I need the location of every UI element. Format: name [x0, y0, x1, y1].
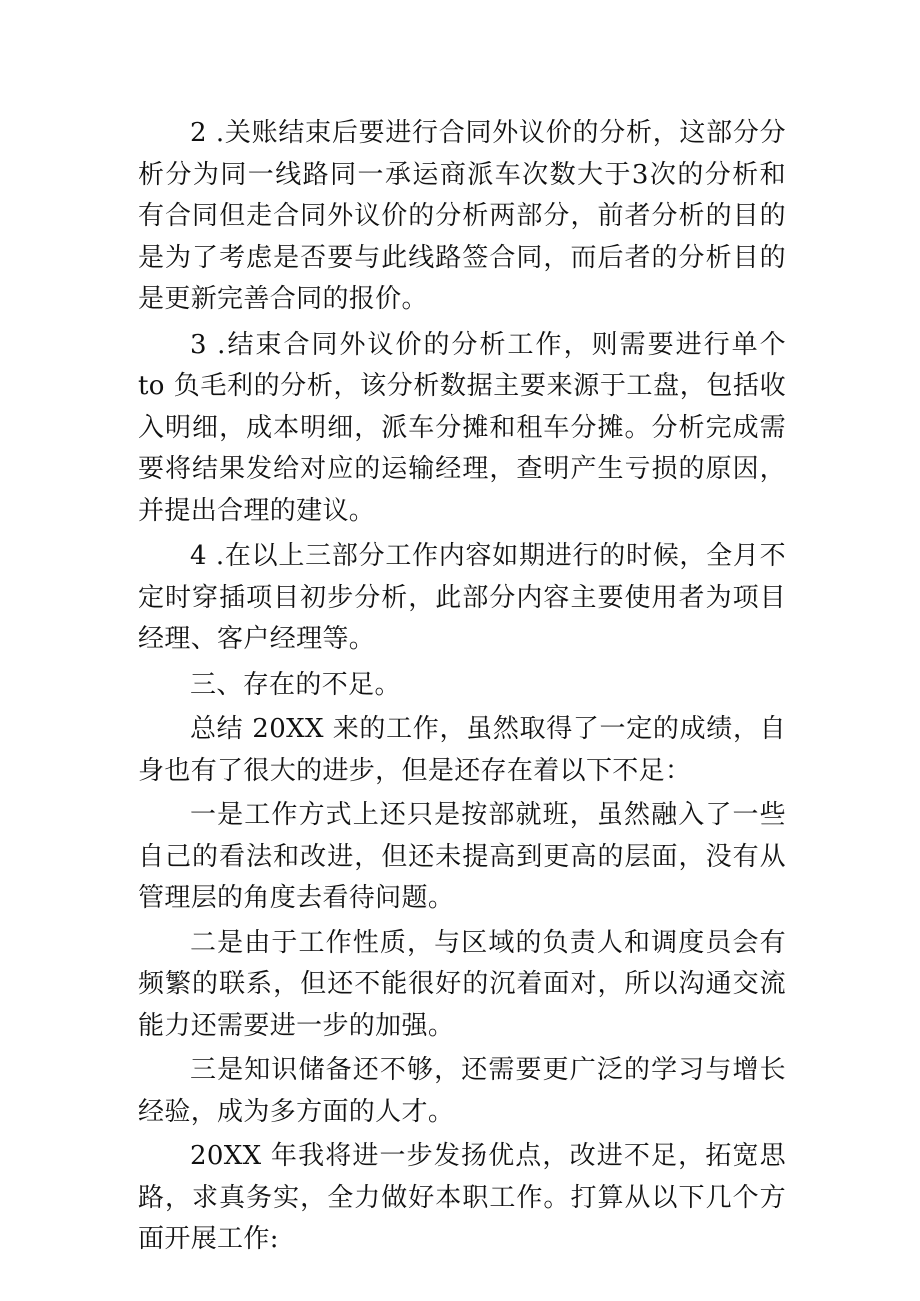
paragraph-plan: 20XX 年我将进一步发扬优点，改进不足，拓宽思路，求真务实，全力做好本职工作。打算从以下几个方面开展工作: — [138, 1141, 786, 1254]
paragraph-item-2: 2 .关账结束后要进行合同外议价的分析，这部分分析分为同一线路同一承运商派车次数大于3次的分析和有合同但走合同外议价的分析两部分，前者分析的目的是为了考虑是否要与此线路签合同，而后者的分析目的是更新完善合同的报价。 — [138, 118, 786, 314]
paragraph-shortcoming-3: 三是知识储备还不够，还需要更广泛的学习与增长经验，成为多方面的人才。 — [138, 1055, 786, 1127]
paragraph-summary: 总结 20XX 来的工作，虽然取得了一定的成绩，自身也有了很大的进步，但是还存在着以下不足： — [138, 714, 786, 786]
document-body — [138, 113, 786, 1261]
paragraph-item-3: 3 .结束合同外议价的分析工作，则需要进行单个 to 负毛利的分析，该分析数据主要来源于工盘，包括收入明细，成本明细，派车分摊和租车分摊。分析完成需要将结果发给对应的运输经理，查明产生亏损的原因，并提出合理的建议。 — [138, 329, 786, 526]
paragraph-shortcoming-1: 一是工作方式上还只是按部就班，虽然融入了一些自己的看法和改进，但还未提高到更高的层面，没有从管理层的角度去看待问题。 — [138, 800, 786, 913]
paragraph-shortcoming-2: 二是由于工作性质，与区域的负责人和调度员会有频繁的联系，但还不能很好的沉着面对，所以沟通交流能力还需要进一步的加强。 — [138, 927, 786, 1041]
paragraph-item-4: 4 .在以上三部分工作内容如期进行的时候，全月不定时穿插项目初步分析，此部分内容主要使用者为项目经理、客户经理等。 — [138, 541, 786, 654]
section-heading-shortcomings: 三、存在的不足。 — [190, 669, 401, 700]
